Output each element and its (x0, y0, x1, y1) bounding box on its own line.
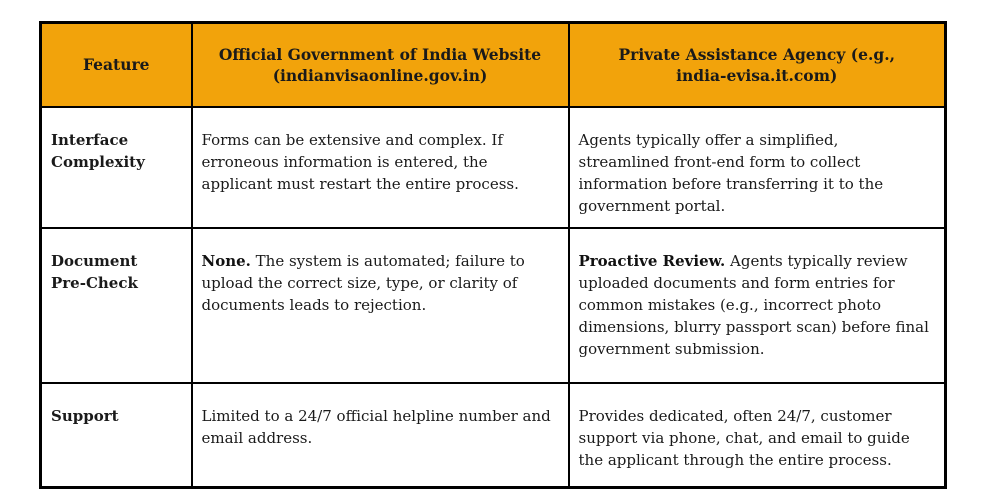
table-row (41, 383, 946, 488)
column-header-feature (41, 23, 192, 107)
comparison-table-container (39, 21, 947, 489)
table-row (41, 107, 946, 228)
column-header-official-website (192, 23, 569, 107)
private-agency-cell (569, 228, 946, 383)
column-header-text-line2: (indianvisaonline.gov.in) (272, 65, 488, 85)
column-header-text-line1: Private Assistance Agency (e.g., (618, 44, 895, 64)
feature-label: Interface Complexity (41, 107, 192, 228)
column-header-private-agency (569, 23, 946, 107)
cell-body-text: Provides dedicated, often 24/7, customer support via phone, chat, and email to guide the applicant through the entire process. (578, 406, 910, 469)
cell-lead-text: Proactive Review. (578, 251, 726, 270)
cell-body-text: Forms can be extensive and complex. If erroneous information is entered, the applicant must restart the entire process. (201, 130, 519, 193)
private-agency-cell (569, 383, 946, 488)
private-agency-cell (569, 107, 946, 228)
feature-label: Document Pre-Check (41, 228, 192, 383)
cell-body-text: Limited to a 24/7 official helpline number and email address. (201, 406, 551, 447)
official-website-cell (192, 383, 569, 488)
cell-body-text: Agents typically review uploaded documents and form entries for common mistakes (e.g., incorrect photo dimensions, blurry passport scan) before final government submission. (578, 251, 929, 358)
table-row (41, 228, 946, 383)
column-header-text: Feature (82, 55, 150, 75)
table-header-row (41, 23, 946, 107)
feature-label: Support (41, 383, 192, 488)
comparison-table (39, 21, 947, 489)
cell-body-text: Agents typically offer a simplified, streamlined front-end form to collect information before transferring it to the government portal. (578, 130, 884, 215)
column-header-text-line1: Official Government of India Website (218, 44, 542, 64)
column-header-text-line2: india-evisa.it.com) (676, 65, 838, 85)
cell-lead-text: None. (201, 251, 251, 270)
official-website-cell (192, 228, 569, 383)
official-website-cell (192, 107, 569, 228)
cell-body-text: The system is automated; failure to upload the correct size, type, or clarity of documents leads to rejection. (201, 251, 525, 314)
